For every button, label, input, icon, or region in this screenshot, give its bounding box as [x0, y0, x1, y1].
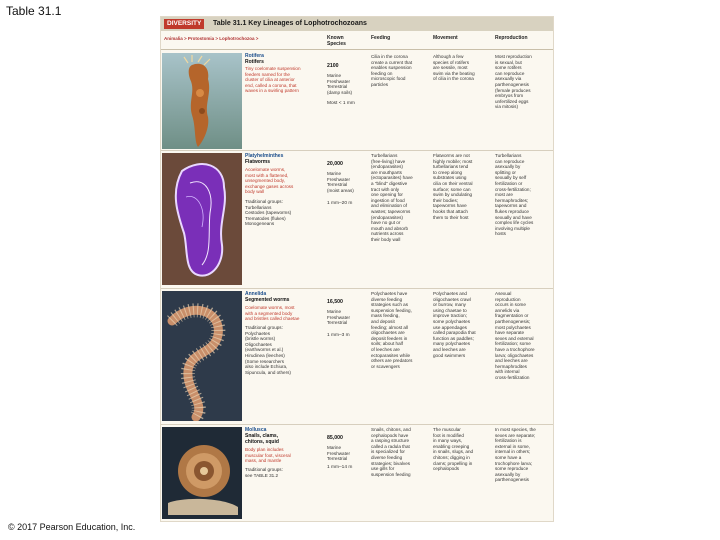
diversity-tag: DIVERSITY	[164, 19, 204, 29]
lineage-common-name: Rotifers	[245, 59, 264, 65]
habitat: Marine Freshwater Terrestrial	[327, 445, 350, 462]
snail-photo	[162, 427, 242, 519]
lineage-description: Body plan includes muscular foot, visceral mass, and mantle	[245, 447, 291, 464]
size-range: Most < 1 mm	[327, 101, 355, 106]
table-row-mollusca	[161, 425, 553, 521]
table-row-annelida	[161, 289, 553, 425]
lineage-common-name: Snails, clams, chitons, squid	[245, 433, 279, 445]
slide-title: Table 31.1	[6, 4, 62, 18]
size-range: 1 mm–14 m	[327, 465, 353, 470]
flatworm-photo	[162, 153, 242, 285]
movement-text: Flatworms are not highly mobile; most turbellarians tend to creep along substrates using cilia on their ventral surface; some can swim by undulating their bodies; tapeworms have hooks that attach them to their host	[433, 153, 473, 220]
lineage-groups: Traditional groups: Polychaetes (bristle worms) Oligochaetes (earthworms et al.) Hirudinea (leeches) (Some researchers also include Echiura, Sipuncula, and others)	[245, 325, 291, 375]
table-title: Table 31.1 Key Lineages of Lophotrochozoans	[213, 20, 367, 27]
lineage-common-name: Segmented worms	[245, 297, 290, 303]
lineage-name: Mollusca	[245, 427, 267, 433]
reproduction-text: In most species, the sexes are separate; fertilization is external in some, internal in others; some have a trochophore larva; some reproduce asexually by parthenogenesis	[495, 427, 536, 483]
feeding-text: Polychaetes have diverse feeding strategies such as suspension feeding, mass feeding, and deposit feeding; almost all oligochaetes are deposit feeders in soils; about half of leeches are ectoparasites while others are predators or scavengers	[371, 291, 413, 369]
species-count: 20,000	[327, 161, 343, 167]
lineage-name: Annelida	[245, 291, 267, 297]
lineage-description: Coelomate worms, most with a segmented body and bristles called chaetae	[245, 305, 300, 322]
table-header-bar	[161, 17, 553, 31]
habitat: Marine Freshwater Terrestrial	[327, 309, 350, 326]
species-count: 85,000	[327, 435, 343, 441]
copyright-notice: © 2017 Pearson Education, Inc.	[8, 522, 136, 532]
habitat: Marine Freshwater Terrestrial (moist areas)	[327, 171, 354, 193]
lineage-description: Tiny coelomate suspension feeders named for the cluster of cilia at anterior end, called a corona, that waves in a swirling pattern	[245, 66, 301, 94]
table-row-platyhelminthes	[161, 151, 553, 289]
movement-text: Although a few species of rotifers are sessile, most swim via the beating of cilia in the corona	[433, 54, 475, 82]
col-head-reproduction: Reproduction	[495, 35, 528, 41]
lineage-groups: Traditional groups: see TABLE 31.2	[245, 467, 283, 478]
lineage-groups: Traditional groups: Turbellarians Cestodes (tapeworms) Trematodes (flukes) Monogeneans	[245, 199, 292, 227]
lineage-name: Rotifera	[245, 53, 264, 59]
feeding-text: Snails, chitons, and cephalopods have a rasping structure called a radula that is specialized for diverse feeding strategies; bivalves use gills for suspension feeding	[371, 427, 411, 477]
species-count: 2100	[327, 63, 339, 69]
movement-text: The muscular foot is modified in many ways, enabling creeping in snails, slugs, and chitons; digging in clams; propelling in cephalopods	[433, 427, 474, 472]
lineage-common-name: Flatworms	[245, 159, 271, 165]
annelid-photo	[162, 291, 242, 421]
feeding-text: Cilia in the corona create a current that enables suspension feeding on microscopic food particles	[371, 54, 413, 87]
species-count: 16,500	[327, 299, 343, 305]
col-head-movement: Movement	[433, 35, 458, 41]
reproduction-text: Most reproduction is sexual, but some rotifers can reproduce asexually via parthenogenesis (female produces embryos from unfertilized eggs via mitosis)	[495, 54, 532, 110]
lineage-description: Acoelomate worms, most with a flattened, unsegmented body, exchange gases across body wall	[245, 167, 294, 195]
col-head-species: Known Species	[327, 35, 346, 47]
feeding-text: Turbellarians (free-living) have (endoparasites) are mouthparts (ectoparasites) have a "blind" digestive tract with only one opening for ingestion of food and elimination of wastes; tapeworms (endoparasites) have no gut or mouth and absorb nutrients across their body wall	[371, 153, 413, 242]
habitat: Marine Freshwater Terrestrial (damp soils)	[327, 73, 353, 95]
rotifer-photo	[162, 53, 242, 149]
size-range: 1 mm–20 m	[327, 201, 353, 206]
table-row-rotifera	[161, 51, 553, 151]
lineage-name: Platyhelminthes	[245, 153, 284, 159]
reproduction-text: Asexual reproduction occurs in some annelids via fragmentation or parthenogenesis; most polychaetes have separate sexes and external fertilization; some have a trochophore larva; oligochaetes and leeches are hermaphrodites with internal cross-fertilization	[495, 291, 535, 380]
col-head-feeding: Feeding	[371, 35, 391, 41]
header-rule	[161, 49, 553, 50]
movement-text: Polychaetes and oligochaetes crawl or burrow, many using chaetae to improve traction; some polychaetes use appendages called parapodia that function as paddles; many polychaetes and leeches are good swimmers	[433, 291, 476, 358]
diversity-table	[160, 16, 554, 522]
breadcrumb: Animalia > Protostomia > Lophotrochozoa >	[164, 36, 259, 41]
reproduction-text: Turbellarians can reproduce asexually by splitting or sexually by self fertilization or cross-fertilization; most are hermaphrodites; tapeworms and flukes reproduce sexually and have complex life cycles involving multiple hosts	[495, 153, 534, 237]
size-range: 1 mm–3 m	[327, 333, 350, 338]
